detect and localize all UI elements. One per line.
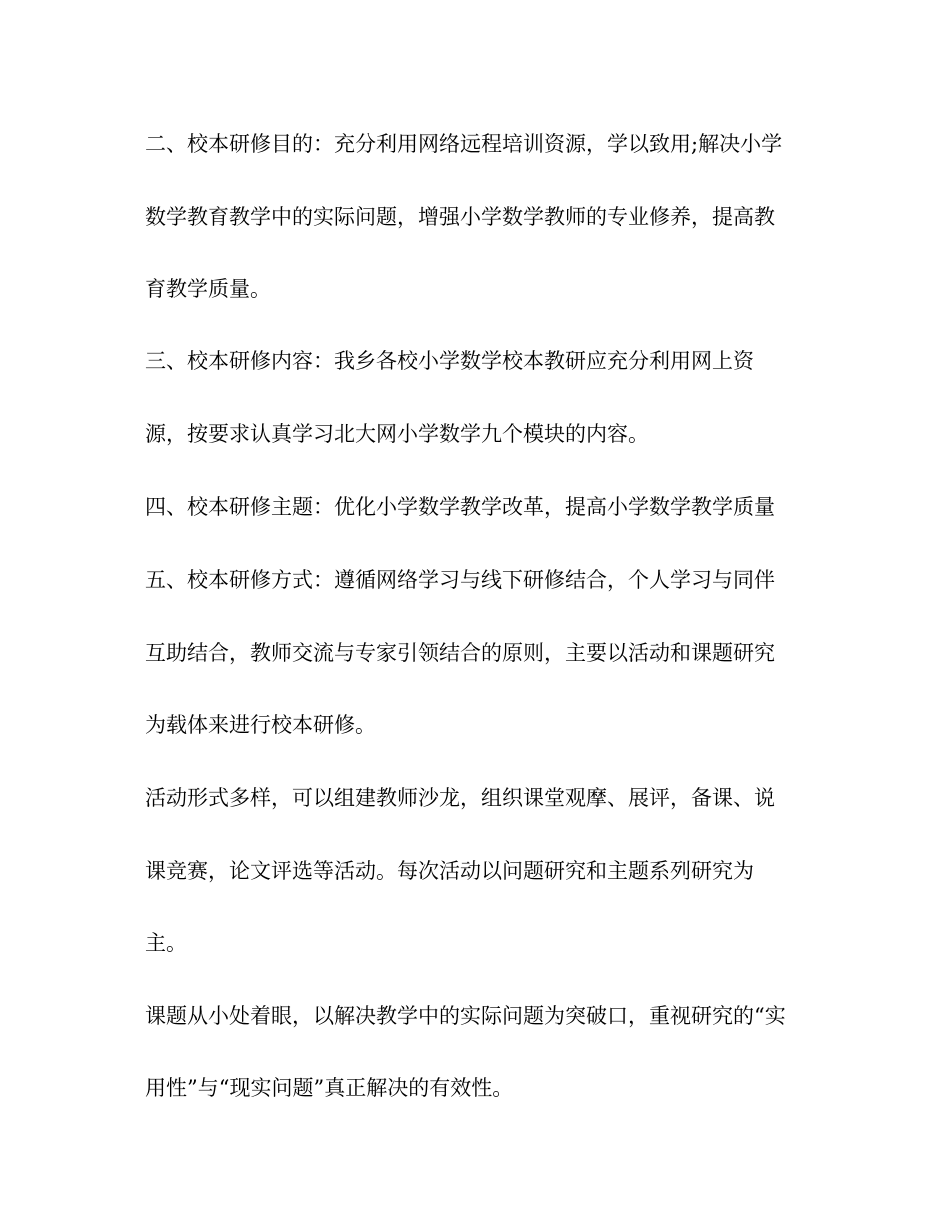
text-line: 为载体来进行校本研修。 — [145, 713, 376, 737]
text-line: 五、校本研修方式：遵循网络学习与线下研修结合，个人学习与同伴 — [145, 568, 775, 592]
text-line: 用性”与“现实问题”真正解决的有效性。 — [145, 1076, 514, 1100]
text-line: 活动形式多样，可以组建教师沙龙，组织课堂观摩、展评，备课、说 — [145, 786, 775, 810]
text-line: 数学教育教学中的实际问题，增强小学数学教师的专业修养，提高教 — [145, 205, 775, 229]
text-line: 育教学质量。 — [145, 277, 271, 301]
text-line: 课题从小处着眼，以解决教学中的实际问题为突破口，重视研究的“实 — [145, 1004, 786, 1028]
text-line: 主。 — [145, 931, 187, 955]
text-line: 二、校本研修目的：充分利用网络远程培训资源，学以致用;解决小学 — [145, 132, 783, 156]
text-line: 源，按要求认真学习北大网小学数学九个模块的内容。 — [145, 422, 649, 446]
text-line: 四、校本研修主题：优化小学数学教学改革，提高小学数学教学质量 — [145, 495, 775, 519]
text-line: 三、校本研修内容：我乡各校小学数学校本教研应充分利用网上资 — [145, 349, 754, 373]
text-line: 课竞赛，论文评选等活动。每次活动以问题研究和主题系列研究为 — [145, 859, 754, 883]
text-line: 互助结合，教师交流与专家引领结合的原则，主要以活动和课题研究 — [145, 641, 775, 665]
